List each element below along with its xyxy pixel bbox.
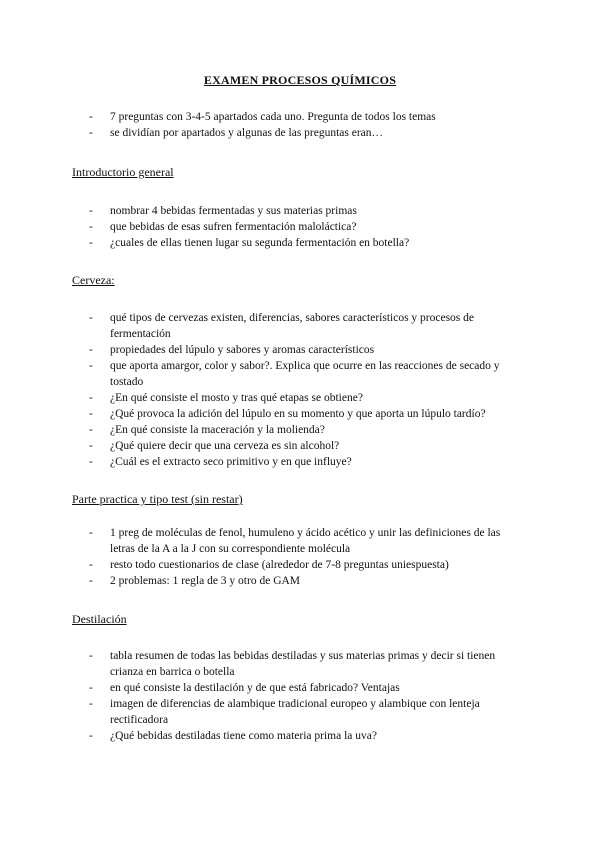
section-heading-destilacion: Destilación [72,612,127,626]
list-item [72,728,527,744]
dash-bullet: - [89,456,93,468]
section-list-destilacion [72,648,527,744]
list-item [72,342,527,358]
dash-bullet: - [89,682,93,694]
list-item-text: ¿Qué bebidas destiladas tiene como materia prima la uva? [110,730,377,742]
dash-bullet: - [89,698,93,710]
section-heading-introductorio: Introductorio general [72,165,174,179]
section-heading-cerveza: Cerveza: [72,273,115,287]
list-item [72,525,527,557]
list-item [72,406,527,422]
list-item [72,310,527,342]
section-list-cerveza [72,310,527,470]
dash-bullet: - [89,111,93,123]
list-item-text: 2 problemas: 1 regla de 3 y otro de GAM [110,575,301,587]
list-item-text: ¿Qué quiere decir que una cerveza es sin alcohol? [110,440,340,452]
list-item-text: propiedades del lúpulo y sabores y aromas característicos [110,344,375,356]
dash-bullet: - [89,575,93,587]
list-item [72,219,527,235]
list-item [72,696,527,728]
list-item-text: se dividían por apartados y algunas de las preguntas eran… [110,127,384,139]
list-item [72,358,527,390]
section-list-parte-practica [72,525,527,589]
list-item [72,390,527,406]
list-item-text: 1 preg de moléculas de fenol, humuleno y ácido acético y unir las definiciones de las letras de la A a la J con su correspondiente molécula [110,527,501,555]
list-item-text: ¿Qué provoca la adición del lúpulo en su momento y que aporta un lúpulo tardío? [110,408,486,420]
dash-bullet: - [89,440,93,452]
dash-bullet: - [89,424,93,436]
list-item-text: ¿En qué consiste el mosto y tras qué etapas se obtiene? [110,392,363,404]
intro-list [72,109,527,141]
list-item-text: 7 preguntas con 3-4-5 apartados cada uno. Pregunta de todos los temas [110,111,436,123]
section-list-introductorio [72,203,527,251]
list-item [72,557,527,573]
list-item-text: ¿Cuál es el extracto seco primitivo y en que influye? [110,456,352,468]
list-item-text: imagen de diferencias de alambique tradicional europeo y alambique con lenteja rectificadora [110,698,480,726]
dash-bullet: - [89,127,93,139]
list-item-text: que bebidas de esas sufren fermentación maloláctica? [110,221,357,233]
page-title: EXAMEN PROCESOS QUÍMICOS [203,73,397,87]
dash-bullet: - [89,730,93,742]
list-item [72,422,527,438]
list-item [72,235,527,251]
list-item [72,454,527,470]
list-item [72,680,527,696]
list-item-text: en qué consiste la destilación y de que está fabricado? Ventajas [110,682,400,694]
list-item-text: tabla resumen de todas las bebidas destiladas y sus materias primas y decir si tienen crianza en barrica o botella [110,650,496,678]
dash-bullet: - [89,392,93,404]
list-item [72,203,527,219]
list-item-text: ¿cuales de ellas tienen lugar su segunda fermentación en botella? [110,237,410,249]
list-item [72,438,527,454]
list-item [72,648,527,680]
dash-bullet: - [89,221,93,233]
list-item-text: qué tipos de cervezas existen, diferencias, sabores característicos y procesos de fermentación [110,312,475,340]
list-item [72,125,527,141]
section-heading-parte-practica: Parte practica y tipo test (sin restar) [72,492,243,506]
dash-bullet: - [89,559,93,571]
dash-bullet: - [89,360,93,372]
list-item-text: nombrar 4 bebidas fermentadas y sus materias primas [110,205,357,217]
dash-bullet: - [89,237,93,249]
dash-bullet: - [89,408,93,420]
list-item-text: resto todo cuestionarios de clase (alrededor de 7-8 preguntas uniespuesta) [110,559,449,571]
dash-bullet: - [89,650,93,662]
dash-bullet: - [89,312,93,324]
list-item [72,109,527,125]
list-item-text: que aporta amargor, color y sabor?. Explica que ocurre en las reacciones de secado y tostado [110,360,500,388]
list-item-text: ¿En qué consiste la maceración y la molienda? [110,424,325,436]
list-item [72,573,527,589]
dash-bullet: - [89,205,93,217]
dash-bullet: - [89,527,93,539]
dash-bullet: - [89,344,93,356]
